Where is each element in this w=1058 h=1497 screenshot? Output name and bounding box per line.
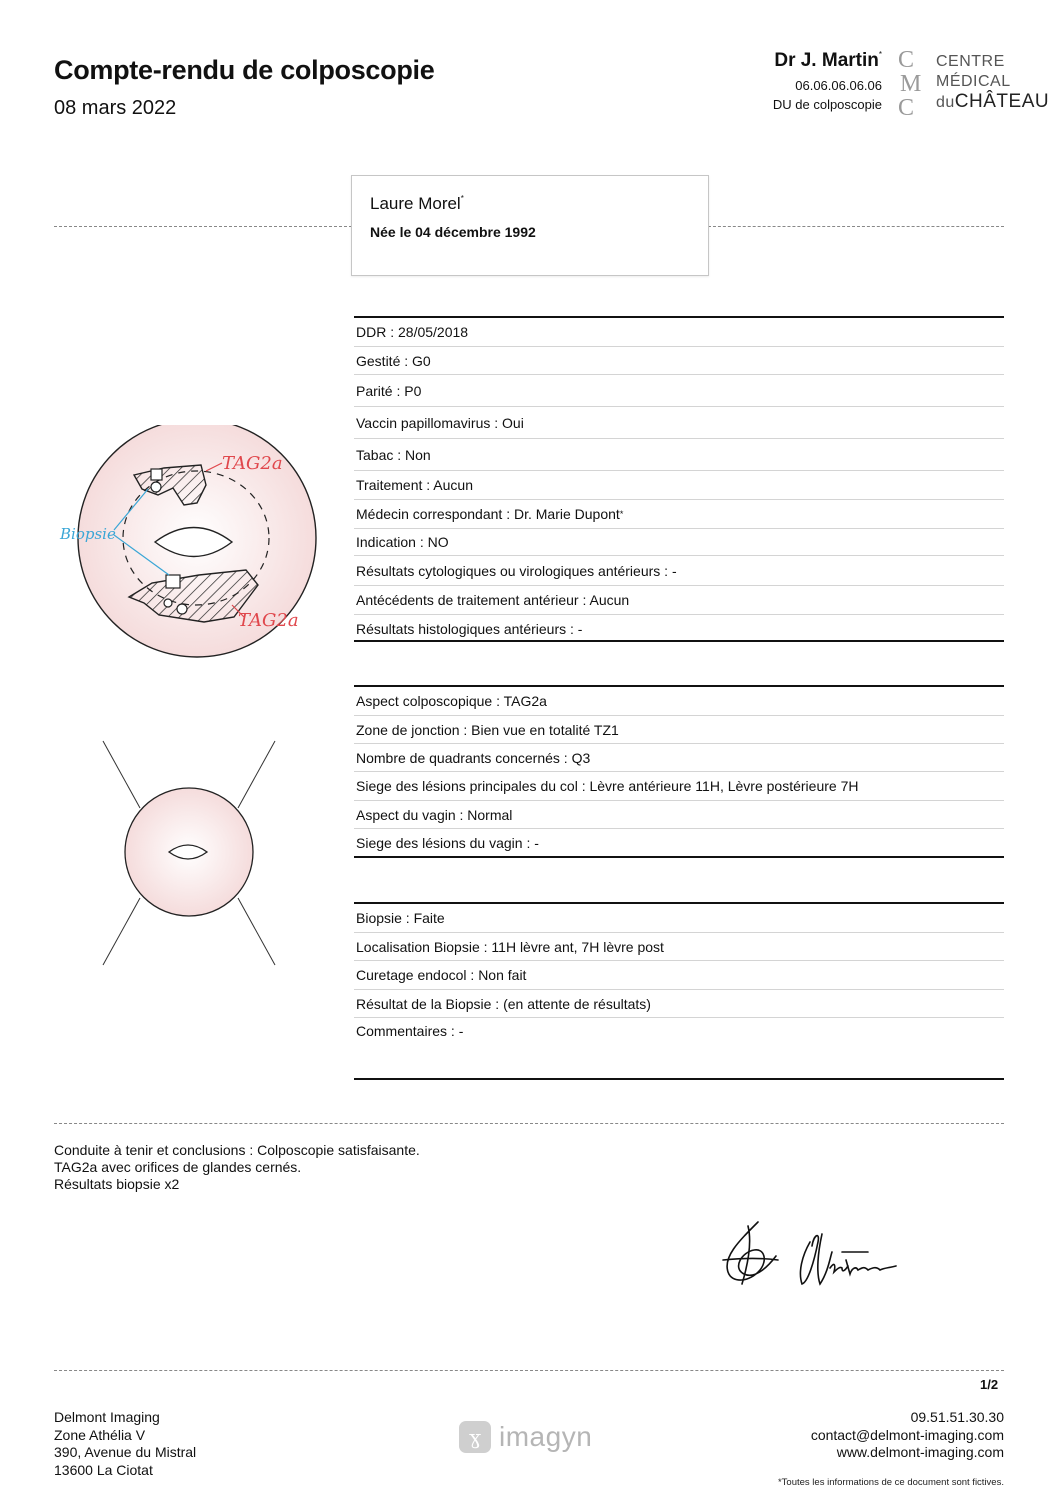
company-website[interactable]: www.delmont-imaging.com	[836, 1444, 1004, 1460]
doctor-name: Dr J. Martin*	[774, 50, 882, 71]
clinic-logo	[898, 48, 1058, 124]
doctor-phone: 06.06.06.06.06	[795, 78, 882, 93]
clinic-name: CENTRE MÉDICAL duCHÂTEAU	[936, 53, 1050, 112]
company-email[interactable]: contact@delmont-imaging.com	[810, 1426, 1004, 1443]
biopsy-section	[354, 902, 1004, 1044]
label-tag-bottom: TAG2a	[238, 610, 299, 631]
vaginal-wall-line	[103, 898, 140, 965]
conclusion-line: TAG2a avec orifices de glandes cernés.	[54, 1159, 302, 1175]
cervix-diagram-lesions	[54, 425, 334, 665]
exam-row: Siege des lésions du vagin : -	[356, 835, 539, 851]
vaginal-wall-line	[238, 741, 275, 808]
label-biopsie: Biopsie	[60, 525, 116, 543]
conclusion	[54, 1142, 420, 1193]
biopsy-square-upper	[151, 469, 162, 480]
history-row: DDR : 28/05/2018	[354, 318, 1004, 347]
clinic-monogram: C M C	[898, 47, 922, 121]
gland-orifice	[177, 604, 187, 614]
history-row: Résultats histologiques antérieurs : -	[356, 621, 583, 637]
history-row: Antécédents de traitement antérieur : Aucun	[354, 586, 1004, 615]
report-date: 08 mars 2022	[54, 97, 177, 119]
doctor-info	[740, 50, 882, 112]
company-phone: 09.51.51.30.30	[910, 1409, 1004, 1425]
history-row: Médecin correspondant : Dr. Marie Dupont *	[354, 500, 1004, 529]
dashed-divider	[54, 1370, 1004, 1371]
page-title: Compte-rendu de colposcopie	[54, 55, 435, 85]
history-row: Traitement : Aucun	[354, 471, 1004, 500]
patient-card	[351, 175, 709, 276]
exam-row: Nombre de quadrants concernés : Q3	[354, 744, 1004, 772]
doctor-qualification: DU de colposcopie	[772, 97, 882, 112]
history-row: Vaccin papillomavirus : Oui	[354, 407, 1004, 439]
company-address	[54, 1409, 196, 1479]
biopsy-square-lower	[166, 575, 180, 588]
fictive-mark: *	[619, 509, 624, 519]
vaginal-wall-line	[103, 741, 140, 808]
history-section	[354, 316, 1004, 643]
gland-orifice	[164, 599, 172, 607]
biopsy-row: Curetage endocol : Non fait	[354, 961, 1004, 990]
company-name: Delmont Imaging	[54, 1409, 160, 1425]
biopsy-row: Commentaires : -	[356, 1023, 464, 1039]
imagyn-icon: ɣ	[459, 1421, 491, 1453]
biopsy-row: Résultat de la Biopsie : (en attente de résultats)	[354, 990, 1004, 1018]
gland-orifice	[151, 482, 161, 492]
imagyn-logo	[459, 1421, 592, 1453]
fictive-disclaimer: *Toutes les informations de ce document sont fictives.	[777, 1477, 1004, 1488]
vaginal-wall-line	[238, 898, 275, 965]
imagyn-wordmark: imagyn	[499, 1421, 593, 1452]
dashed-divider	[54, 226, 352, 227]
history-row: Gestité : G0	[354, 347, 1004, 375]
section-bottom-rule	[354, 856, 1004, 858]
address-line: 390, Avenue du Mistral	[54, 1444, 197, 1460]
history-row: Indication : NO	[354, 529, 1004, 556]
exam-row: Siege des lésions principales du col : Lèvre antérieure 11H, Lèvre postérieure 7H	[354, 772, 1004, 801]
section-bottom-rule	[354, 640, 1004, 642]
patient-name: Laure Morel*	[370, 194, 464, 213]
dashed-divider	[54, 1123, 1004, 1124]
history-row: Parité : P0	[354, 375, 1004, 407]
dashed-divider	[708, 226, 1004, 227]
exam-row: Aspect colposcopique : TAG2a	[354, 687, 1004, 716]
doctor-fictive-mark: *	[878, 50, 882, 59]
label-tag-top: TAG2a	[222, 453, 283, 474]
biopsy-row: Biopsie : Faite	[354, 904, 1004, 933]
address-line: 13600 La Ciotat	[54, 1461, 153, 1478]
address-line: Zone Athélia V	[54, 1426, 146, 1443]
section-bottom-rule	[354, 1078, 1004, 1080]
doctor-signature	[718, 1212, 908, 1297]
history-row: Résultats cytologiques ou virologiques antérieurs : -	[354, 556, 1004, 586]
history-row: Tabac : Non	[354, 439, 1004, 471]
patient-birthdate: Née le 04 décembre 1992	[370, 224, 536, 240]
exam-section	[354, 685, 1004, 857]
exam-row: Zone de jonction : Bien vue en totalité TZ1	[354, 716, 1004, 744]
company-contact	[811, 1409, 1004, 1462]
biopsy-row: Localisation Biopsie : 11H lèvre ant, 7H lèvre post	[354, 933, 1004, 961]
exam-row: Aspect du vagin : Normal	[354, 801, 1004, 829]
conclusion-line: Conduite à tenir et conclusions : Colposcopie satisfaisante.	[54, 1142, 420, 1158]
vagina-diagram	[100, 738, 280, 968]
conclusion-line: Résultats biopsie x2	[54, 1176, 180, 1192]
page-number: 1/2	[980, 1377, 999, 1392]
